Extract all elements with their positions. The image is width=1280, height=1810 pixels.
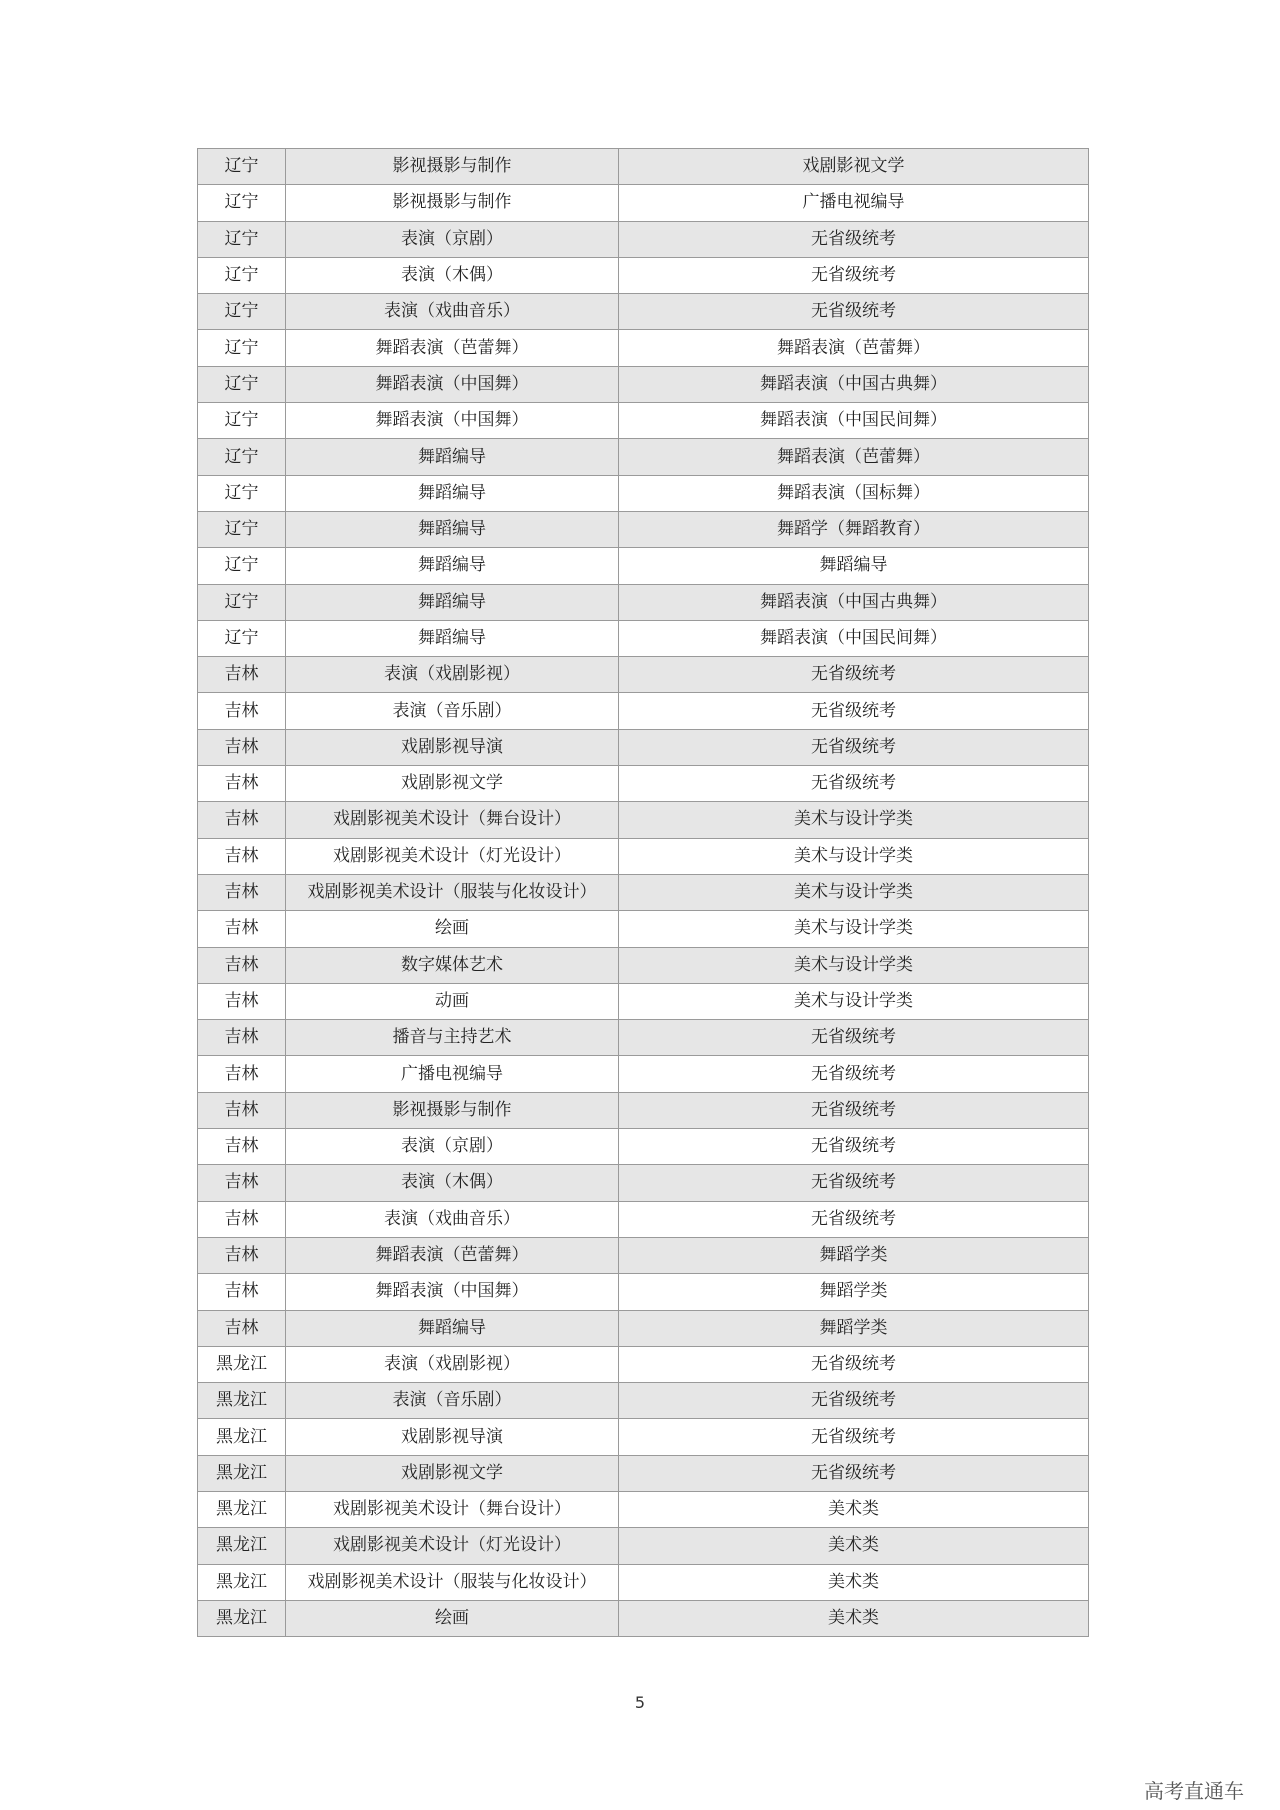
table-row xyxy=(198,330,1089,366)
province-cell: 吉林 xyxy=(198,802,286,838)
table-row xyxy=(198,729,1089,765)
major-cell: 舞蹈编导 xyxy=(286,511,619,547)
table-row xyxy=(198,1346,1089,1382)
table-row xyxy=(198,548,1089,584)
province-cell: 辽宁 xyxy=(198,257,286,293)
province-cell: 辽宁 xyxy=(198,330,286,366)
table-row xyxy=(198,983,1089,1019)
province-cell: 吉林 xyxy=(198,911,286,947)
table-row xyxy=(198,620,1089,656)
exam-category-cell: 无省级统考 xyxy=(619,294,1089,330)
exam-category-cell: 无省级统考 xyxy=(619,657,1089,693)
table-row xyxy=(198,1600,1089,1636)
province-cell: 黑龙江 xyxy=(198,1600,286,1636)
exam-category-cell: 无省级统考 xyxy=(619,1056,1089,1092)
major-cell: 表演（木偶） xyxy=(286,1165,619,1201)
table-row xyxy=(198,693,1089,729)
major-cell: 影视摄影与制作 xyxy=(286,149,619,185)
exam-category-cell: 美术与设计学类 xyxy=(619,983,1089,1019)
exam-category-cell: 无省级统考 xyxy=(619,1455,1089,1491)
province-cell: 辽宁 xyxy=(198,366,286,402)
table-row xyxy=(198,657,1089,693)
exam-category-cell: 美术类 xyxy=(619,1564,1089,1600)
province-cell: 黑龙江 xyxy=(198,1528,286,1564)
major-cell: 舞蹈表演（中国舞） xyxy=(286,403,619,439)
exam-category-cell: 舞蹈编导 xyxy=(619,548,1089,584)
major-cell: 戏剧影视美术设计（服装与化妆设计） xyxy=(286,1564,619,1600)
exam-category-cell: 美术类 xyxy=(619,1600,1089,1636)
page-number: 5 xyxy=(634,1693,646,1712)
table-row xyxy=(198,1455,1089,1491)
province-cell: 吉林 xyxy=(198,1310,286,1346)
table-row xyxy=(198,947,1089,983)
major-cell: 舞蹈编导 xyxy=(286,439,619,475)
exam-category-cell: 美术类 xyxy=(619,1528,1089,1564)
major-cell: 舞蹈编导 xyxy=(286,584,619,620)
major-cell: 绘画 xyxy=(286,1600,619,1636)
major-cell: 戏剧影视文学 xyxy=(286,1455,619,1491)
exam-category-cell: 无省级统考 xyxy=(619,1129,1089,1165)
major-cell: 舞蹈编导 xyxy=(286,475,619,511)
province-cell: 黑龙江 xyxy=(198,1564,286,1600)
major-cell: 表演（京剧） xyxy=(286,221,619,257)
table-row xyxy=(198,366,1089,402)
table-row xyxy=(198,511,1089,547)
major-cell: 绘画 xyxy=(286,911,619,947)
major-cell: 表演（音乐剧） xyxy=(286,693,619,729)
province-cell: 吉林 xyxy=(198,1020,286,1056)
major-cell: 舞蹈表演（芭蕾舞） xyxy=(286,1237,619,1273)
province-cell: 吉林 xyxy=(198,729,286,765)
province-cell: 辽宁 xyxy=(198,475,286,511)
province-cell: 辽宁 xyxy=(198,221,286,257)
province-cell: 辽宁 xyxy=(198,185,286,221)
major-cell: 播音与主持艺术 xyxy=(286,1020,619,1056)
exam-category-cell: 美术与设计学类 xyxy=(619,874,1089,910)
province-cell: 黑龙江 xyxy=(198,1383,286,1419)
province-cell: 吉林 xyxy=(198,1237,286,1273)
exam-category-cell: 舞蹈表演（中国民间舞） xyxy=(619,403,1089,439)
province-cell: 辽宁 xyxy=(198,403,286,439)
table-row xyxy=(198,1528,1089,1564)
province-cell: 吉林 xyxy=(198,1274,286,1310)
table-row xyxy=(198,1237,1089,1273)
province-cell: 吉林 xyxy=(198,693,286,729)
major-cell: 戏剧影视美术设计（灯光设计） xyxy=(286,838,619,874)
province-cell: 吉林 xyxy=(198,838,286,874)
exam-category-cell: 舞蹈表演（芭蕾舞） xyxy=(619,439,1089,475)
province-cell: 黑龙江 xyxy=(198,1419,286,1455)
province-cell: 吉林 xyxy=(198,657,286,693)
exam-category-cell: 无省级统考 xyxy=(619,1020,1089,1056)
province-cell: 辽宁 xyxy=(198,439,286,475)
exam-category-cell: 舞蹈表演（中国古典舞） xyxy=(619,366,1089,402)
exam-category-cell: 无省级统考 xyxy=(619,1419,1089,1455)
exam-category-cell: 舞蹈表演（中国民间舞） xyxy=(619,620,1089,656)
major-cell: 戏剧影视美术设计（灯光设计） xyxy=(286,1528,619,1564)
major-cell: 表演（音乐剧） xyxy=(286,1383,619,1419)
exam-category-cell: 无省级统考 xyxy=(619,729,1089,765)
province-cell: 辽宁 xyxy=(198,584,286,620)
province-cell: 吉林 xyxy=(198,947,286,983)
table-row xyxy=(198,439,1089,475)
exam-category-cell: 无省级统考 xyxy=(619,1383,1089,1419)
table-row xyxy=(198,403,1089,439)
exam-category-cell: 戏剧影视文学 xyxy=(619,149,1089,185)
exam-category-cell: 无省级统考 xyxy=(619,257,1089,293)
table-row xyxy=(198,1201,1089,1237)
exam-category-cell: 美术类 xyxy=(619,1491,1089,1527)
exam-category-cell: 无省级统考 xyxy=(619,1092,1089,1128)
table-row xyxy=(198,1310,1089,1346)
major-cell: 戏剧影视美术设计（舞台设计） xyxy=(286,802,619,838)
exam-category-cell: 美术与设计学类 xyxy=(619,802,1089,838)
major-cell: 表演（戏剧影视） xyxy=(286,1346,619,1382)
province-cell: 吉林 xyxy=(198,874,286,910)
table-row xyxy=(198,1383,1089,1419)
exam-category-cell: 无省级统考 xyxy=(619,766,1089,802)
table-row xyxy=(198,1419,1089,1455)
table-row xyxy=(198,838,1089,874)
province-cell: 吉林 xyxy=(198,1201,286,1237)
exam-category-cell: 无省级统考 xyxy=(619,1165,1089,1201)
table-body xyxy=(198,149,1089,1637)
exam-category-cell: 舞蹈学（舞蹈教育） xyxy=(619,511,1089,547)
major-cell: 戏剧影视导演 xyxy=(286,729,619,765)
table-row xyxy=(198,1274,1089,1310)
province-cell: 黑龙江 xyxy=(198,1491,286,1527)
exam-category-cell: 舞蹈表演（中国古典舞） xyxy=(619,584,1089,620)
table-row xyxy=(198,1092,1089,1128)
table-row xyxy=(198,1491,1089,1527)
exam-category-cell: 广播电视编导 xyxy=(619,185,1089,221)
province-cell: 吉林 xyxy=(198,766,286,802)
major-cell: 舞蹈编导 xyxy=(286,1310,619,1346)
exam-category-cell: 无省级统考 xyxy=(619,221,1089,257)
exam-category-cell: 美术与设计学类 xyxy=(619,947,1089,983)
province-cell: 辽宁 xyxy=(198,548,286,584)
table-row xyxy=(198,1564,1089,1600)
watermark-text: 高考直通车 xyxy=(1144,1779,1244,1803)
major-cell: 舞蹈表演（芭蕾舞） xyxy=(286,330,619,366)
major-cell: 舞蹈编导 xyxy=(286,548,619,584)
exam-category-cell: 舞蹈表演（芭蕾舞） xyxy=(619,330,1089,366)
province-cell: 吉林 xyxy=(198,983,286,1019)
province-cell: 辽宁 xyxy=(198,620,286,656)
major-cell: 戏剧影视导演 xyxy=(286,1419,619,1455)
province-cell: 辽宁 xyxy=(198,294,286,330)
major-cell: 戏剧影视美术设计（舞台设计） xyxy=(286,1491,619,1527)
major-cell: 表演（戏曲音乐） xyxy=(286,294,619,330)
province-cell: 黑龙江 xyxy=(198,1455,286,1491)
major-cell: 舞蹈表演（中国舞） xyxy=(286,1274,619,1310)
province-cell: 辽宁 xyxy=(198,149,286,185)
table-row xyxy=(198,1020,1089,1056)
major-cell: 广播电视编导 xyxy=(286,1056,619,1092)
exam-category-cell: 舞蹈学类 xyxy=(619,1237,1089,1273)
province-cell: 吉林 xyxy=(198,1165,286,1201)
major-cell: 动画 xyxy=(286,983,619,1019)
major-cell: 表演（戏剧影视） xyxy=(286,657,619,693)
table-row xyxy=(198,149,1089,185)
table-row xyxy=(198,802,1089,838)
major-cell: 表演（戏曲音乐） xyxy=(286,1201,619,1237)
exam-category-cell: 舞蹈表演（国标舞） xyxy=(619,475,1089,511)
major-cell: 表演（京剧） xyxy=(286,1129,619,1165)
province-cell: 吉林 xyxy=(198,1092,286,1128)
table-row xyxy=(198,294,1089,330)
major-cell: 舞蹈编导 xyxy=(286,620,619,656)
table-row xyxy=(198,257,1089,293)
major-cell: 影视摄影与制作 xyxy=(286,185,619,221)
table-row xyxy=(198,1056,1089,1092)
table-row xyxy=(198,221,1089,257)
province-cell: 吉林 xyxy=(198,1056,286,1092)
exam-category-cell: 舞蹈学类 xyxy=(619,1310,1089,1346)
exam-category-cell: 美术与设计学类 xyxy=(619,911,1089,947)
table-row xyxy=(198,766,1089,802)
table-row xyxy=(198,584,1089,620)
table-row xyxy=(198,874,1089,910)
table-row xyxy=(198,475,1089,511)
major-cell: 表演（木偶） xyxy=(286,257,619,293)
major-cell: 影视摄影与制作 xyxy=(286,1092,619,1128)
province-cell: 吉林 xyxy=(198,1129,286,1165)
major-cell: 数字媒体艺术 xyxy=(286,947,619,983)
table-row xyxy=(198,1129,1089,1165)
province-cell: 黑龙江 xyxy=(198,1346,286,1382)
exam-category-cell: 美术与设计学类 xyxy=(619,838,1089,874)
table-row xyxy=(198,911,1089,947)
exam-category-cell: 无省级统考 xyxy=(619,1346,1089,1382)
admission-table xyxy=(197,148,1089,1637)
province-cell: 辽宁 xyxy=(198,511,286,547)
major-cell: 戏剧影视文学 xyxy=(286,766,619,802)
table-row xyxy=(198,1165,1089,1201)
exam-category-cell: 无省级统考 xyxy=(619,1201,1089,1237)
exam-category-cell: 无省级统考 xyxy=(619,693,1089,729)
exam-category-cell: 舞蹈学类 xyxy=(619,1274,1089,1310)
major-cell: 舞蹈表演（中国舞） xyxy=(286,366,619,402)
table-row xyxy=(198,185,1089,221)
major-cell: 戏剧影视美术设计（服装与化妆设计） xyxy=(286,874,619,910)
